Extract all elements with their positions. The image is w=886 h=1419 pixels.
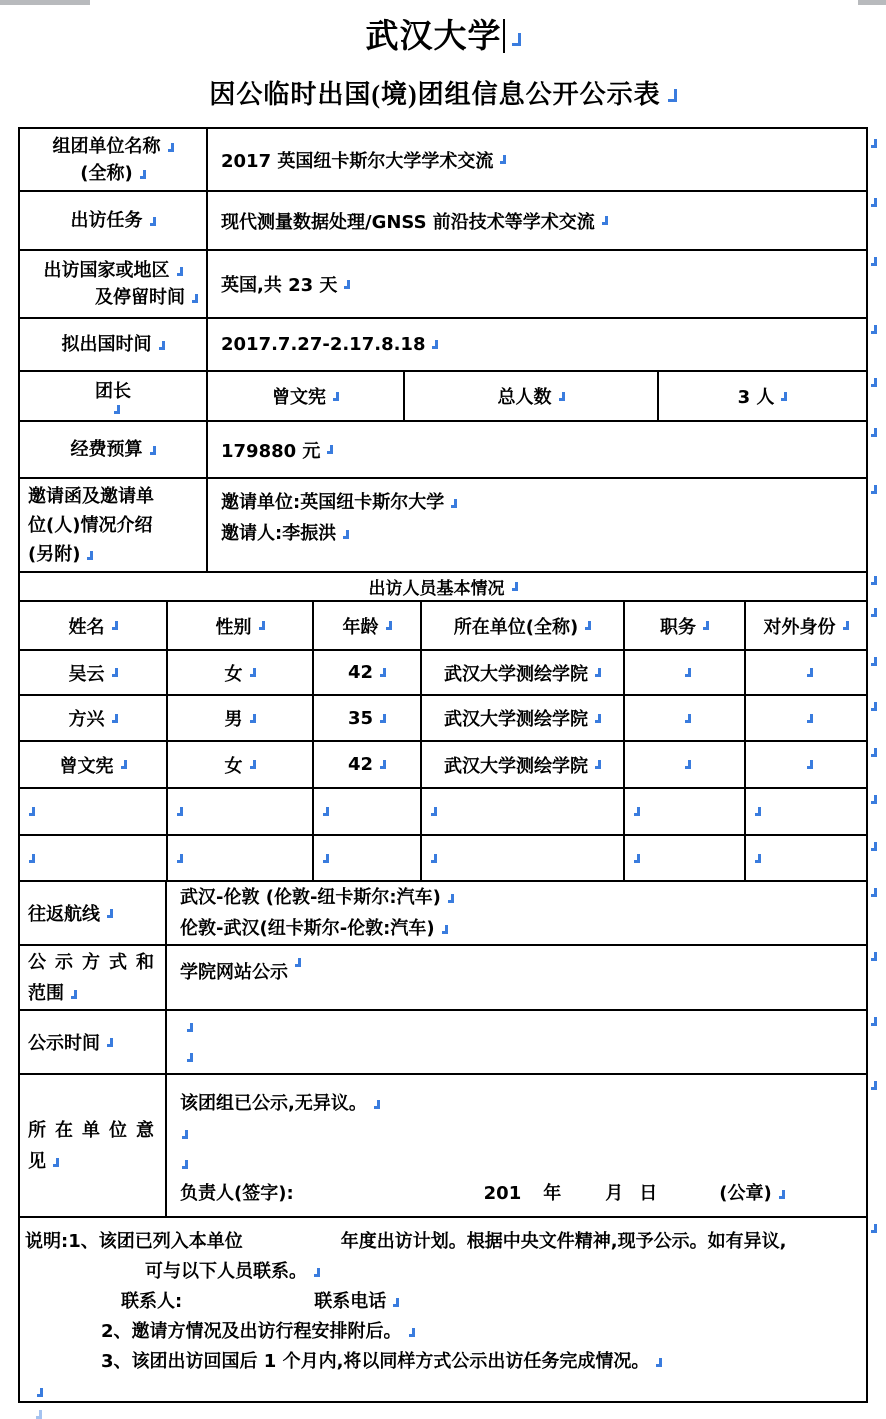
paragraph-mark-icon	[87, 551, 93, 560]
empty-cell[interactable]	[20, 789, 166, 834]
invite-label-l3: (另附)	[28, 543, 81, 565]
sign-label[interactable]: 负责人(签字):	[180, 1183, 294, 1204]
paragraph-mark-icon	[442, 925, 448, 934]
invite-label-l2: 位(人)情况介绍	[28, 514, 153, 536]
empty-cell[interactable]	[623, 789, 744, 834]
table-row-member-empty	[20, 787, 866, 834]
paragraph-mark-icon	[177, 807, 183, 816]
row-end-mark-icon	[871, 748, 877, 757]
paragraph-mark-icon	[595, 668, 601, 677]
paragraph-mark-icon	[380, 668, 386, 677]
paragraph-mark-icon	[314, 1268, 320, 1277]
row-end-mark-icon	[871, 1017, 877, 1026]
paragraph-mark-icon	[344, 280, 350, 289]
row-end-mark-icon	[871, 576, 877, 585]
paragraph-mark-icon	[656, 1358, 662, 1367]
notes-line3[interactable]: 联系人: 联系电话	[25, 1287, 866, 1317]
paragraph-mark-icon	[159, 341, 165, 350]
paragraph-mark-icon	[112, 714, 118, 723]
group-name-label-cell[interactable]	[20, 129, 206, 190]
paragraph-mark-icon	[29, 807, 35, 816]
table-row-publicity	[20, 944, 866, 1009]
paragraph-mark-icon	[323, 807, 329, 816]
opinion-label-l1: 所在单位意	[28, 1119, 163, 1141]
date-label: 拟出国时间	[61, 334, 152, 355]
table-row-group-name	[20, 129, 866, 190]
leader-label: 团长	[95, 381, 131, 402]
country-label: 出访国家或地区	[43, 260, 170, 281]
paragraph-mark-icon	[333, 392, 339, 401]
paragraph-mark-icon	[182, 1160, 188, 1169]
paragraph-mark-icon	[634, 807, 640, 816]
row-end-mark-icon	[871, 485, 877, 494]
invite-person-value[interactable]: 邀请人:李振洪	[221, 523, 337, 544]
paragraph-mark-icon	[295, 958, 301, 967]
paragraph-mark-icon	[843, 621, 849, 630]
paragraph-mark-icon	[703, 621, 709, 630]
paragraph-mark-icon	[323, 854, 329, 863]
row-end-mark-icon	[871, 257, 877, 266]
paragraph-mark-icon	[29, 854, 35, 863]
sign-line[interactable]	[180, 1179, 866, 1209]
table-row-budget	[20, 420, 866, 477]
budget-label-cell[interactable]	[20, 422, 206, 477]
invite-label-cell[interactable]	[20, 479, 206, 571]
empty-cell[interactable]	[166, 836, 312, 880]
paragraph-mark-icon	[512, 582, 518, 591]
member-gender-cell[interactable]: 女	[166, 742, 312, 787]
row-end-mark-icon	[871, 795, 877, 804]
paragraph-mark-icon	[37, 1388, 43, 1397]
paragraph-mark-icon	[107, 909, 113, 918]
sign-month: 月	[605, 1183, 624, 1204]
country-value-cell[interactable]	[206, 251, 866, 317]
paragraph-mark-icon	[374, 1100, 380, 1109]
paragraph-mark-icon	[107, 1038, 113, 1047]
paragraph-mark-icon	[779, 1190, 785, 1199]
paragraph-mark-icon	[250, 760, 256, 769]
paragraph-mark-icon	[380, 714, 386, 723]
group-name-label2: (全称)	[80, 162, 133, 184]
date-label-cell[interactable]	[20, 319, 206, 370]
opinion-value-cell[interactable]	[165, 1075, 866, 1216]
paragraph-mark-icon	[168, 143, 174, 152]
member-identity-cell[interactable]	[744, 696, 866, 740]
total-value-cell[interactable]	[657, 372, 866, 420]
paragraph-mark-icon	[512, 33, 521, 46]
opinion-label-cell[interactable]	[20, 1075, 165, 1216]
member-duty-cell[interactable]	[623, 651, 744, 694]
paragraph-mark-icon	[431, 854, 437, 863]
paragraph-mark-icon	[327, 445, 333, 454]
empty-cell[interactable]	[623, 836, 744, 880]
budget-value[interactable]: 179880 元	[221, 440, 321, 462]
empty-cell[interactable]	[20, 836, 166, 880]
table-row-date	[20, 317, 866, 370]
mission-value-cell[interactable]	[206, 192, 866, 249]
leader-label-cell[interactable]	[20, 372, 206, 420]
document-subtitle-line[interactable]	[0, 74, 886, 111]
paragraph-mark-icon	[53, 1158, 59, 1167]
member-duty-cell[interactable]	[623, 696, 744, 740]
sign-year: 年	[543, 1183, 562, 1204]
mission-label-cell[interactable]	[20, 192, 206, 249]
member-gender-cell[interactable]: 女	[166, 651, 312, 694]
paragraph-mark-icon	[112, 621, 118, 630]
col-header-unit[interactable]: 所在单位(全称)	[420, 602, 623, 649]
invite-label-l1: 邀请函及邀请单	[28, 485, 154, 507]
col-header-identity[interactable]: 对外身份	[744, 602, 866, 649]
table-row-mission	[20, 190, 866, 249]
paragraph-mark-icon	[685, 760, 691, 769]
col-header-age[interactable]: 年龄	[312, 602, 420, 649]
date-value[interactable]: 2017.7.27-2.17.8.18	[221, 334, 426, 355]
row-end-mark-icon	[871, 1224, 877, 1233]
paragraph-mark-icon	[807, 714, 813, 723]
paragraph-mark-icon	[393, 1298, 399, 1307]
member-identity-cell[interactable]	[744, 651, 866, 694]
route-value-cell[interactable]	[165, 882, 866, 944]
paragraph-mark-icon	[192, 294, 198, 303]
paragraph-mark-icon	[432, 340, 438, 349]
mission-value[interactable]: 现代测量数据处理/GNSS 前沿技术等学术交流	[221, 211, 595, 233]
publicity-value-cell[interactable]	[165, 946, 866, 1009]
group-name-value[interactable]: 2017 英国纽卡斯尔大学学术交流	[221, 150, 494, 172]
row-end-mark-icon	[871, 139, 877, 148]
table-row-country	[20, 249, 866, 317]
notes-line6[interactable]	[25, 1377, 866, 1405]
table-row-member-1	[20, 649, 866, 694]
row-end-mark-icon	[871, 428, 877, 437]
member-name-cell[interactable]: 吴云	[20, 651, 166, 694]
table-row-member-3	[20, 740, 866, 787]
paragraph-mark-icon	[685, 668, 691, 677]
table-row-member-2	[20, 694, 866, 740]
table-row-invitation	[20, 477, 866, 571]
member-age-cell[interactable]: 35	[312, 696, 420, 740]
page-title[interactable]: 武汉大学	[365, 19, 502, 55]
leader-name[interactable]: 曾文宪	[272, 387, 326, 408]
table-row-leader	[20, 370, 866, 420]
route-return[interactable]: 伦敦-武汉(纽卡斯尔-伦敦:汽车)	[180, 918, 435, 939]
paragraph-mark-icon	[259, 621, 265, 630]
paragraph-mark-icon	[585, 621, 591, 630]
time-label-cell[interactable]	[20, 1011, 165, 1073]
sign-year-num[interactable]: 201	[483, 1183, 522, 1204]
empty-cell[interactable]	[312, 836, 420, 880]
paragraph-mark-icon	[177, 854, 183, 863]
paragraph-mark-icon	[431, 807, 437, 816]
publicity-label-l2: 范围	[28, 982, 64, 1004]
paragraph-mark-icon	[807, 668, 813, 677]
paragraph-mark-icon	[451, 499, 457, 508]
paragraph-mark-icon	[755, 854, 761, 863]
row-end-mark-icon	[871, 842, 877, 851]
paragraph-mark-icon	[182, 1130, 188, 1139]
empty-cell[interactable]	[166, 789, 312, 834]
route-outbound[interactable]: 武汉-伦敦 (伦敦-纽卡斯尔:汽车)	[180, 887, 441, 908]
paragraph-mark-icon	[250, 714, 256, 723]
paragraph-mark-icon	[380, 760, 386, 769]
total-value[interactable]: 3 人	[737, 387, 775, 408]
paragraph-mark-icon	[150, 217, 156, 226]
publicity-label-l1: 公示方式和	[28, 951, 163, 973]
member-unit-cell[interactable]: 武汉大学测绘学院	[420, 696, 623, 740]
paragraph-mark-icon	[121, 760, 127, 769]
invite-unit-value[interactable]: 邀请单位:英国纽卡斯尔大学	[221, 492, 445, 513]
paragraph-mark-icon	[187, 1053, 193, 1062]
group-name-label: 组团单位名称	[52, 135, 161, 157]
budget-value-cell[interactable]	[206, 422, 866, 477]
row-end-mark-icon	[871, 198, 877, 207]
notes-line5[interactable]: 3、该团出访回国后 1 个月内,将以同样方式公示出访任务完成情况。	[25, 1347, 866, 1377]
paragraph-mark-icon	[807, 760, 813, 769]
sign-seal: (公章)	[719, 1183, 772, 1204]
paragraph-mark-icon	[187, 1023, 193, 1032]
route-label: 往返航线	[28, 904, 100, 925]
paragraph-mark-icon	[150, 446, 156, 455]
empty-cell[interactable]	[420, 836, 623, 880]
paragraph-mark-icon	[602, 216, 608, 225]
publicity-value[interactable]: 学院网站公示	[180, 962, 288, 983]
paragraph-mark-icon	[448, 894, 454, 903]
table-row-member-empty	[20, 834, 866, 880]
table-row-opinion	[20, 1073, 866, 1216]
time-label: 公示时间	[28, 1033, 100, 1054]
leader-name-cell[interactable]	[206, 372, 403, 420]
page-edge-right	[858, 0, 886, 5]
members-header: 出访人员基本情况	[368, 579, 505, 599]
notes-line2[interactable]: 可与以下人员联系。	[25, 1257, 866, 1287]
paragraph-mark-icon	[250, 668, 256, 677]
table-row-members-header	[20, 571, 866, 600]
total-label-cell[interactable]	[403, 372, 657, 420]
row-end-mark-icon	[871, 1081, 877, 1090]
opinion-label-l2: 见	[28, 1150, 46, 1172]
row-end-mark-icon	[871, 608, 877, 617]
col-header-duty[interactable]: 职务	[623, 602, 744, 649]
disclosure-form-table	[18, 127, 868, 1403]
paragraph-mark-icon	[71, 990, 77, 999]
mission-label: 出访任务	[70, 210, 143, 231]
member-age-cell[interactable]: 42	[312, 651, 420, 694]
sign-day: 日	[639, 1183, 658, 1204]
member-age-cell[interactable]: 42	[312, 742, 420, 787]
text-cursor	[503, 19, 505, 53]
paragraph-mark-icon	[559, 392, 565, 401]
route-label-cell[interactable]	[20, 882, 165, 944]
paragraph-mark-icon	[112, 668, 118, 677]
paragraph-mark-icon	[500, 155, 506, 164]
time-value-cell[interactable]	[165, 1011, 866, 1073]
notes-line1[interactable]: 说明:1、该团已列入本单位 年度出访计划。根据中央文件精神,现予公示。如有异议,	[25, 1231, 787, 1252]
page-edge-left	[0, 0, 90, 5]
country-label2: 及停留时间	[95, 287, 185, 308]
row-end-mark-icon	[871, 378, 877, 387]
notes-cell[interactable]	[20, 1218, 866, 1405]
member-gender-cell[interactable]: 男	[166, 696, 312, 740]
empty-cell[interactable]	[744, 789, 866, 834]
opinion-statement[interactable]: 该团组已公示,无异议。	[180, 1093, 367, 1114]
row-end-mark-icon	[871, 888, 877, 897]
col-header-name[interactable]: 姓名	[20, 602, 166, 649]
paragraph-mark-icon	[634, 854, 640, 863]
row-end-mark-icon	[871, 657, 877, 666]
row-end-mark-icon	[871, 325, 877, 334]
empty-cell[interactable]	[312, 789, 420, 834]
paragraph-mark-icon	[409, 1328, 415, 1337]
group-name-value-cell[interactable]	[206, 129, 866, 190]
paragraph-mark-icon	[140, 170, 146, 179]
member-name-cell[interactable]: 曾文宪	[20, 742, 166, 787]
paragraph-mark-icon	[755, 807, 761, 816]
country-value[interactable]: 英国,共 23 天	[221, 275, 338, 296]
table-row-public-time	[20, 1009, 866, 1073]
table-row-notes	[20, 1216, 866, 1405]
paragraph-mark-icon	[114, 405, 120, 414]
paragraph-mark-icon	[177, 267, 183, 276]
date-value-cell[interactable]	[206, 319, 866, 370]
paragraph-mark-icon	[668, 89, 677, 102]
member-unit-cell[interactable]: 武汉大学测绘学院	[420, 742, 623, 787]
publicity-label-cell[interactable]	[20, 946, 165, 1009]
budget-label: 经费预算	[70, 439, 143, 460]
notes-line4[interactable]: 2、邀请方情况及出访行程安排附后。	[25, 1317, 866, 1347]
row-end-mark-icon	[871, 952, 877, 961]
member-duty-cell[interactable]	[623, 742, 744, 787]
paragraph-mark-icon	[343, 530, 349, 539]
invite-value-cell[interactable]	[206, 479, 866, 571]
empty-cell[interactable]	[744, 836, 866, 880]
paragraph-mark-icon	[595, 714, 601, 723]
paragraph-mark-icon	[386, 621, 392, 630]
total-label: 总人数	[497, 387, 552, 408]
members-header-cell[interactable]	[20, 573, 866, 600]
row-end-mark-icon	[871, 702, 877, 711]
page-subtitle[interactable]: 因公临时出国(境)团组信息公开公示表	[209, 80, 661, 109]
empty-cell[interactable]	[420, 789, 623, 834]
paragraph-mark-icon	[595, 760, 601, 769]
member-identity-cell[interactable]	[744, 742, 866, 787]
paragraph-mark-icon	[685, 714, 691, 723]
paragraph-mark-icon	[781, 392, 787, 401]
table-row-members-columns	[20, 600, 866, 649]
col-header-gender[interactable]: 性别	[166, 602, 312, 649]
document-title-line[interactable]	[0, 10, 886, 57]
member-unit-cell[interactable]: 武汉大学测绘学院	[420, 651, 623, 694]
table-row-route	[20, 880, 866, 944]
country-label-cell[interactable]	[20, 251, 206, 317]
member-name-cell[interactable]: 方兴	[20, 696, 166, 740]
